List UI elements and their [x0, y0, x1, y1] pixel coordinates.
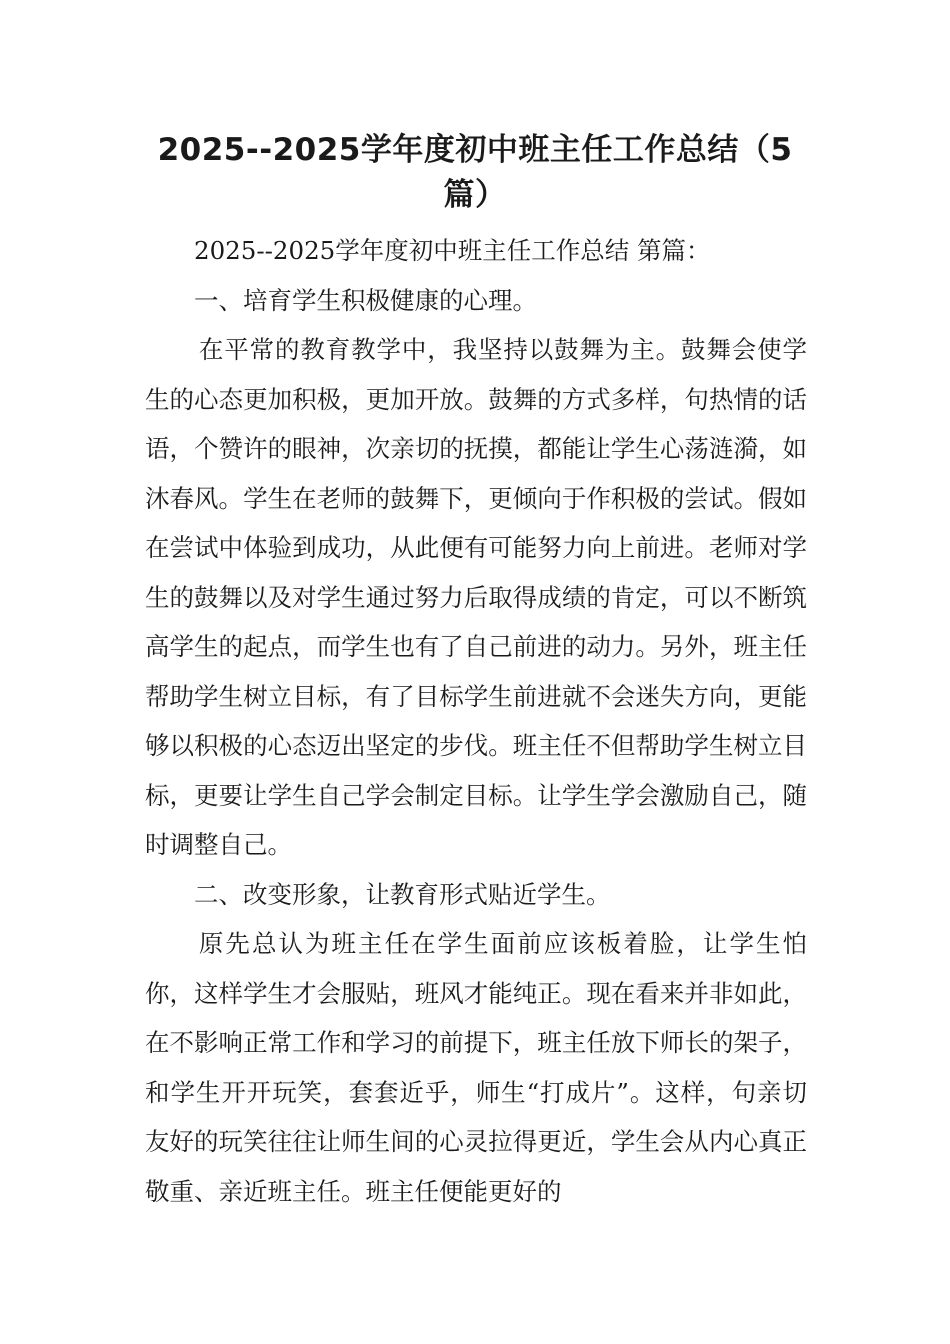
- section-2-heading: 二、改变形象，让教育形式贴近学生。: [194, 879, 611, 909]
- section-1-paragraph: 在平常的教育教学中，我坚持以鼓舞为主。鼓舞会使学生的心态更加积极，更加开放。鼓舞的方式多样，句热情的话语，个赞许的眼神，次亲切的抚摸，都能让学生心荡涟漪，如沐春风。学生在老师的鼓舞下，更倾向于作积极的尝试。假如在尝试中体验到成功，从此便有可能努力向上前进。老师对学生的鼓舞以及对学生通过努力后取得成绩的肯定，可以不断筑高学生的起点，而学生也有了自己前进的动力。另外，班主任帮助学生树立目标，有了目标学生前进就不会迷失方向，更能够以积极的心态迈出坚定的步伐。班主任不但帮助学生树立目标，更要让学生自己学会制定目标。让学生学会激励自己，随时调整自己。: [145, 335, 807, 859]
- document-title: 2025--2025学年度初中班主任工作总结（5篇）: [157, 132, 793, 213]
- document-body: [145, 226, 807, 1216]
- section-2-paragraph: 原先总认为班主任在学生面前应该板着脸，让学生怕你，这样学生才会服贴，班风才能纯正。现在看来并非如此，在不影响正常工作和学习的前提下，班主任放下师长的架子，和学生开开玩笑，套套近乎，师生“打成片”。这样，句亲切友好的玩笑往往让师生间的心灵拉得更近，学生会从内心真正敬重、亲近班主任。班主任便能更好的: [145, 929, 807, 1206]
- document-subtitle: 2025--2025学年度初中班主任工作总结 第篇：: [194, 236, 711, 265]
- section-1-heading: 一、培育学生积极健康的心理。: [194, 285, 537, 315]
